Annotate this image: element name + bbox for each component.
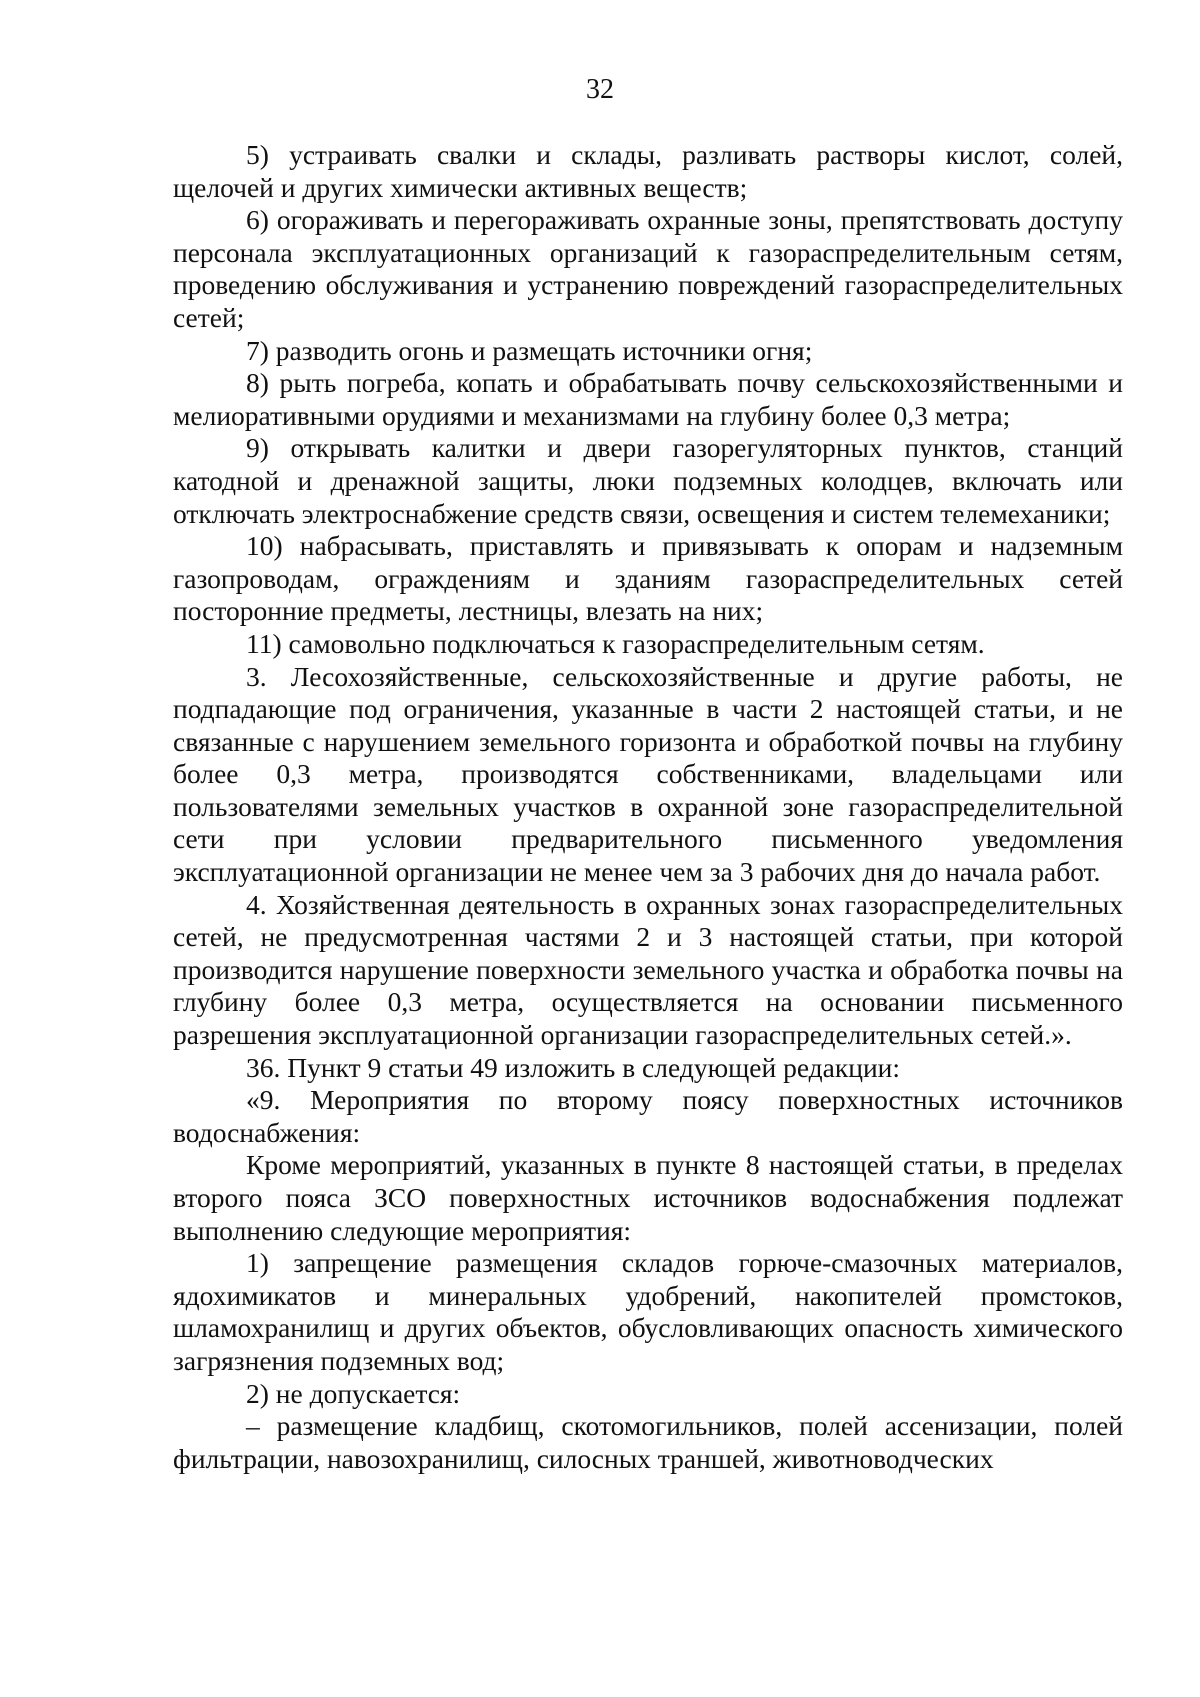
document-body <box>173 139 1123 1475</box>
page-number: 32 <box>586 74 614 105</box>
paragraph-item-6: 6) огораживать и перегораживать охранные зоны, препятствовать доступу персонала эксплуатационных организаций к газораспределительным сетям, проведению обслуживания и устранению повреждений газораспределительных сетей; <box>173 204 1123 333</box>
paragraph-item-9: 9) открывать калитки и двери газорегуляторных пунктов, станций катодной и дренажной защиты, люки подземных колодцев, включать или отключать электроснабжение средств связи, освещения и систем телемеханики; <box>173 432 1123 529</box>
paragraph-part-4: 4. Хозяйственная деятельность в охранных зонах газораспределительных сетей, не предусмотренная частями 2 и 3 настоящей статьи, при которой производится нарушение поверхности земельного участка и обработка почвы на глубину более 0,3 метра, осуществляется на основании письменного разрешения эксплуатационной организации газораспределительных сетей.». <box>173 888 1123 1051</box>
paragraph-clause-9-intro: Кроме мероприятий, указанных в пункте 8 настоящей статьи, в пределах второго пояса ЗСО поверхностных источников водоснабжения подлежат выполнению следующие мероприятия: <box>173 1149 1123 1246</box>
paragraph-item-5: 5) устраивать свалки и склады, разливать растворы кислот, солей, щелочей и других химически активных веществ; <box>173 139 1123 203</box>
paragraph-item-11: 11) самовольно подключаться к газораспределительным сетям. <box>246 627 985 659</box>
paragraph-part-3: 3. Лесохозяйственные, сельскохозяйственные и другие работы, не подпадающие под ограничения, указанные в части 2 настоящей статьи, и не связанные с нарушением земельного горизонта и обработкой почвы на глубину более 0,3 метра, производятся собственниками, владельцами или пользователями земельных участков в охранной зоне газораспределительной сети при условии предварительного письменного уведомления эксплуатационной организации не менее чем за 3 рабочих дня до начала работ. <box>173 660 1123 888</box>
paragraph-amendment-36: 36. Пункт 9 статьи 49 изложить в следующей редакции: <box>246 1051 901 1083</box>
paragraph-clause-9-heading: «9. Мероприятия по второму поясу поверхностных источников водоснабжения: <box>173 1084 1123 1148</box>
paragraph-item-10: 10) набрасывать, приставлять и привязывать к опорам и надземным газопроводам, ограждениям и зданиям газораспределительных сетей посторонние предметы, лестницы, влезать на них; <box>173 530 1123 627</box>
paragraph-measure-2-dash: – размещение кладбищ, скотомогильников, полей ассенизации, полей фильтрации, навозохранилищ, силосных траншей, животноводческих <box>173 1410 1123 1474</box>
paragraph-measure-1: 1) запрещение размещения складов горюче-смазочных материалов, ядохимикатов и минеральных удобрений, накопителей промстоков, шламохранилищ и других объектов, обусловливающих опасность химического загрязнения подземных вод; <box>173 1247 1123 1376</box>
paragraph-measure-2: 2) не допускается: <box>246 1377 461 1409</box>
paragraph-item-8: 8) рыть погреба, копать и обрабатывать почву сельскохозяйственными и мелиоративными орудиями и механизмами на глубину более 0,3 метра; <box>173 367 1123 431</box>
paragraph-item-7: 7) разводить огонь и размещать источники огня; <box>246 334 813 366</box>
